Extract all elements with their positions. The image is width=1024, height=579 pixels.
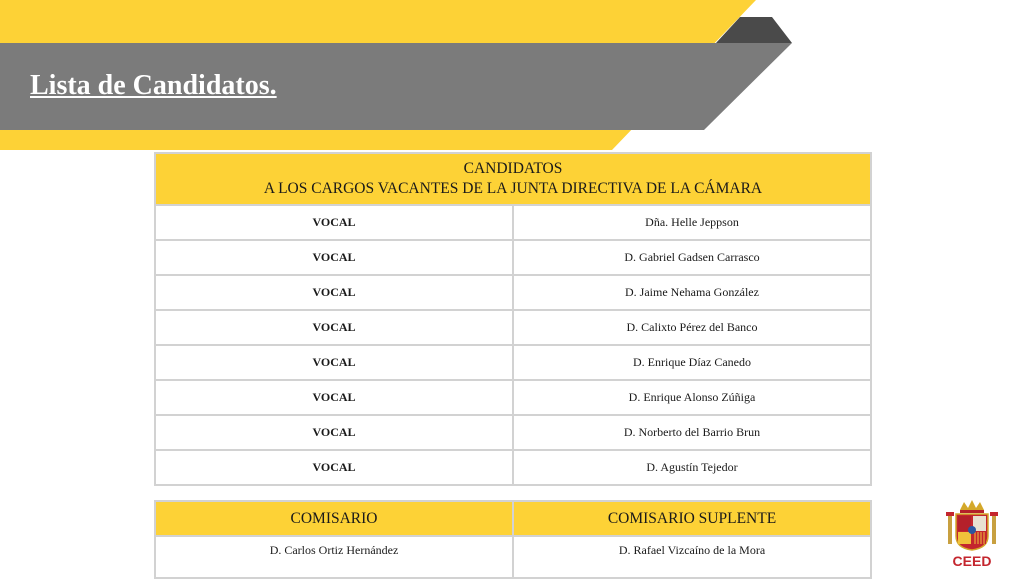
name-cell: D. Enrique Díaz Canedo — [513, 345, 871, 380]
name-cell: D. Agustín Tejedor — [513, 450, 871, 485]
candidates-table — [154, 152, 872, 486]
table-row — [155, 345, 871, 380]
commissioners-name-row — [155, 536, 871, 578]
table-row — [155, 275, 871, 310]
commissioners-header-row — [155, 501, 871, 536]
page-title: Lista de Candidatos. — [30, 70, 277, 101]
name-cell: Dña. Helle Jeppson — [513, 205, 871, 240]
position-cell: VOCAL — [155, 380, 513, 415]
coat-of-arms-icon — [944, 500, 1000, 570]
name-cell: D. Enrique Alonso Zúñiga — [513, 380, 871, 415]
name-cell: D. Jaime Nehama González — [513, 275, 871, 310]
table-row — [155, 380, 871, 415]
table-row — [155, 240, 871, 275]
table-row — [155, 415, 871, 450]
position-cell: VOCAL — [155, 450, 513, 485]
position-cell: VOCAL — [155, 275, 513, 310]
substitute-commissioner-header: COMISARIO SUPLENTE — [513, 501, 871, 536]
table-row — [155, 205, 871, 240]
position-cell: VOCAL — [155, 240, 513, 275]
substitute-commissioner-name: D. Rafael Vizcaíno de la Mora — [513, 536, 871, 578]
position-cell: VOCAL — [155, 415, 513, 450]
table-row — [155, 310, 871, 345]
candidates-header-line1: CANDIDATOS — [463, 160, 563, 177]
candidates-table-header — [155, 153, 871, 205]
commissioner-name: D. Carlos Ortiz Hernández — [155, 536, 513, 578]
logo-text: CEED — [952, 553, 992, 569]
name-cell: D. Gabriel Gadsen Carrasco — [513, 240, 871, 275]
position-cell: VOCAL — [155, 205, 513, 240]
position-cell: VOCAL — [155, 345, 513, 380]
commissioner-header: COMISARIO — [155, 501, 513, 536]
candidates-header-line2: A LOS CARGOS VACANTES DE LA JUNTA DIRECTIVA DE LA CÁMARA — [263, 180, 763, 197]
name-cell: D. Calixto Pérez del Banco — [513, 310, 871, 345]
commissioners-table — [154, 500, 872, 579]
table-row — [155, 450, 871, 485]
position-cell: VOCAL — [155, 310, 513, 345]
name-cell: D. Norberto del Barrio Brun — [513, 415, 871, 450]
